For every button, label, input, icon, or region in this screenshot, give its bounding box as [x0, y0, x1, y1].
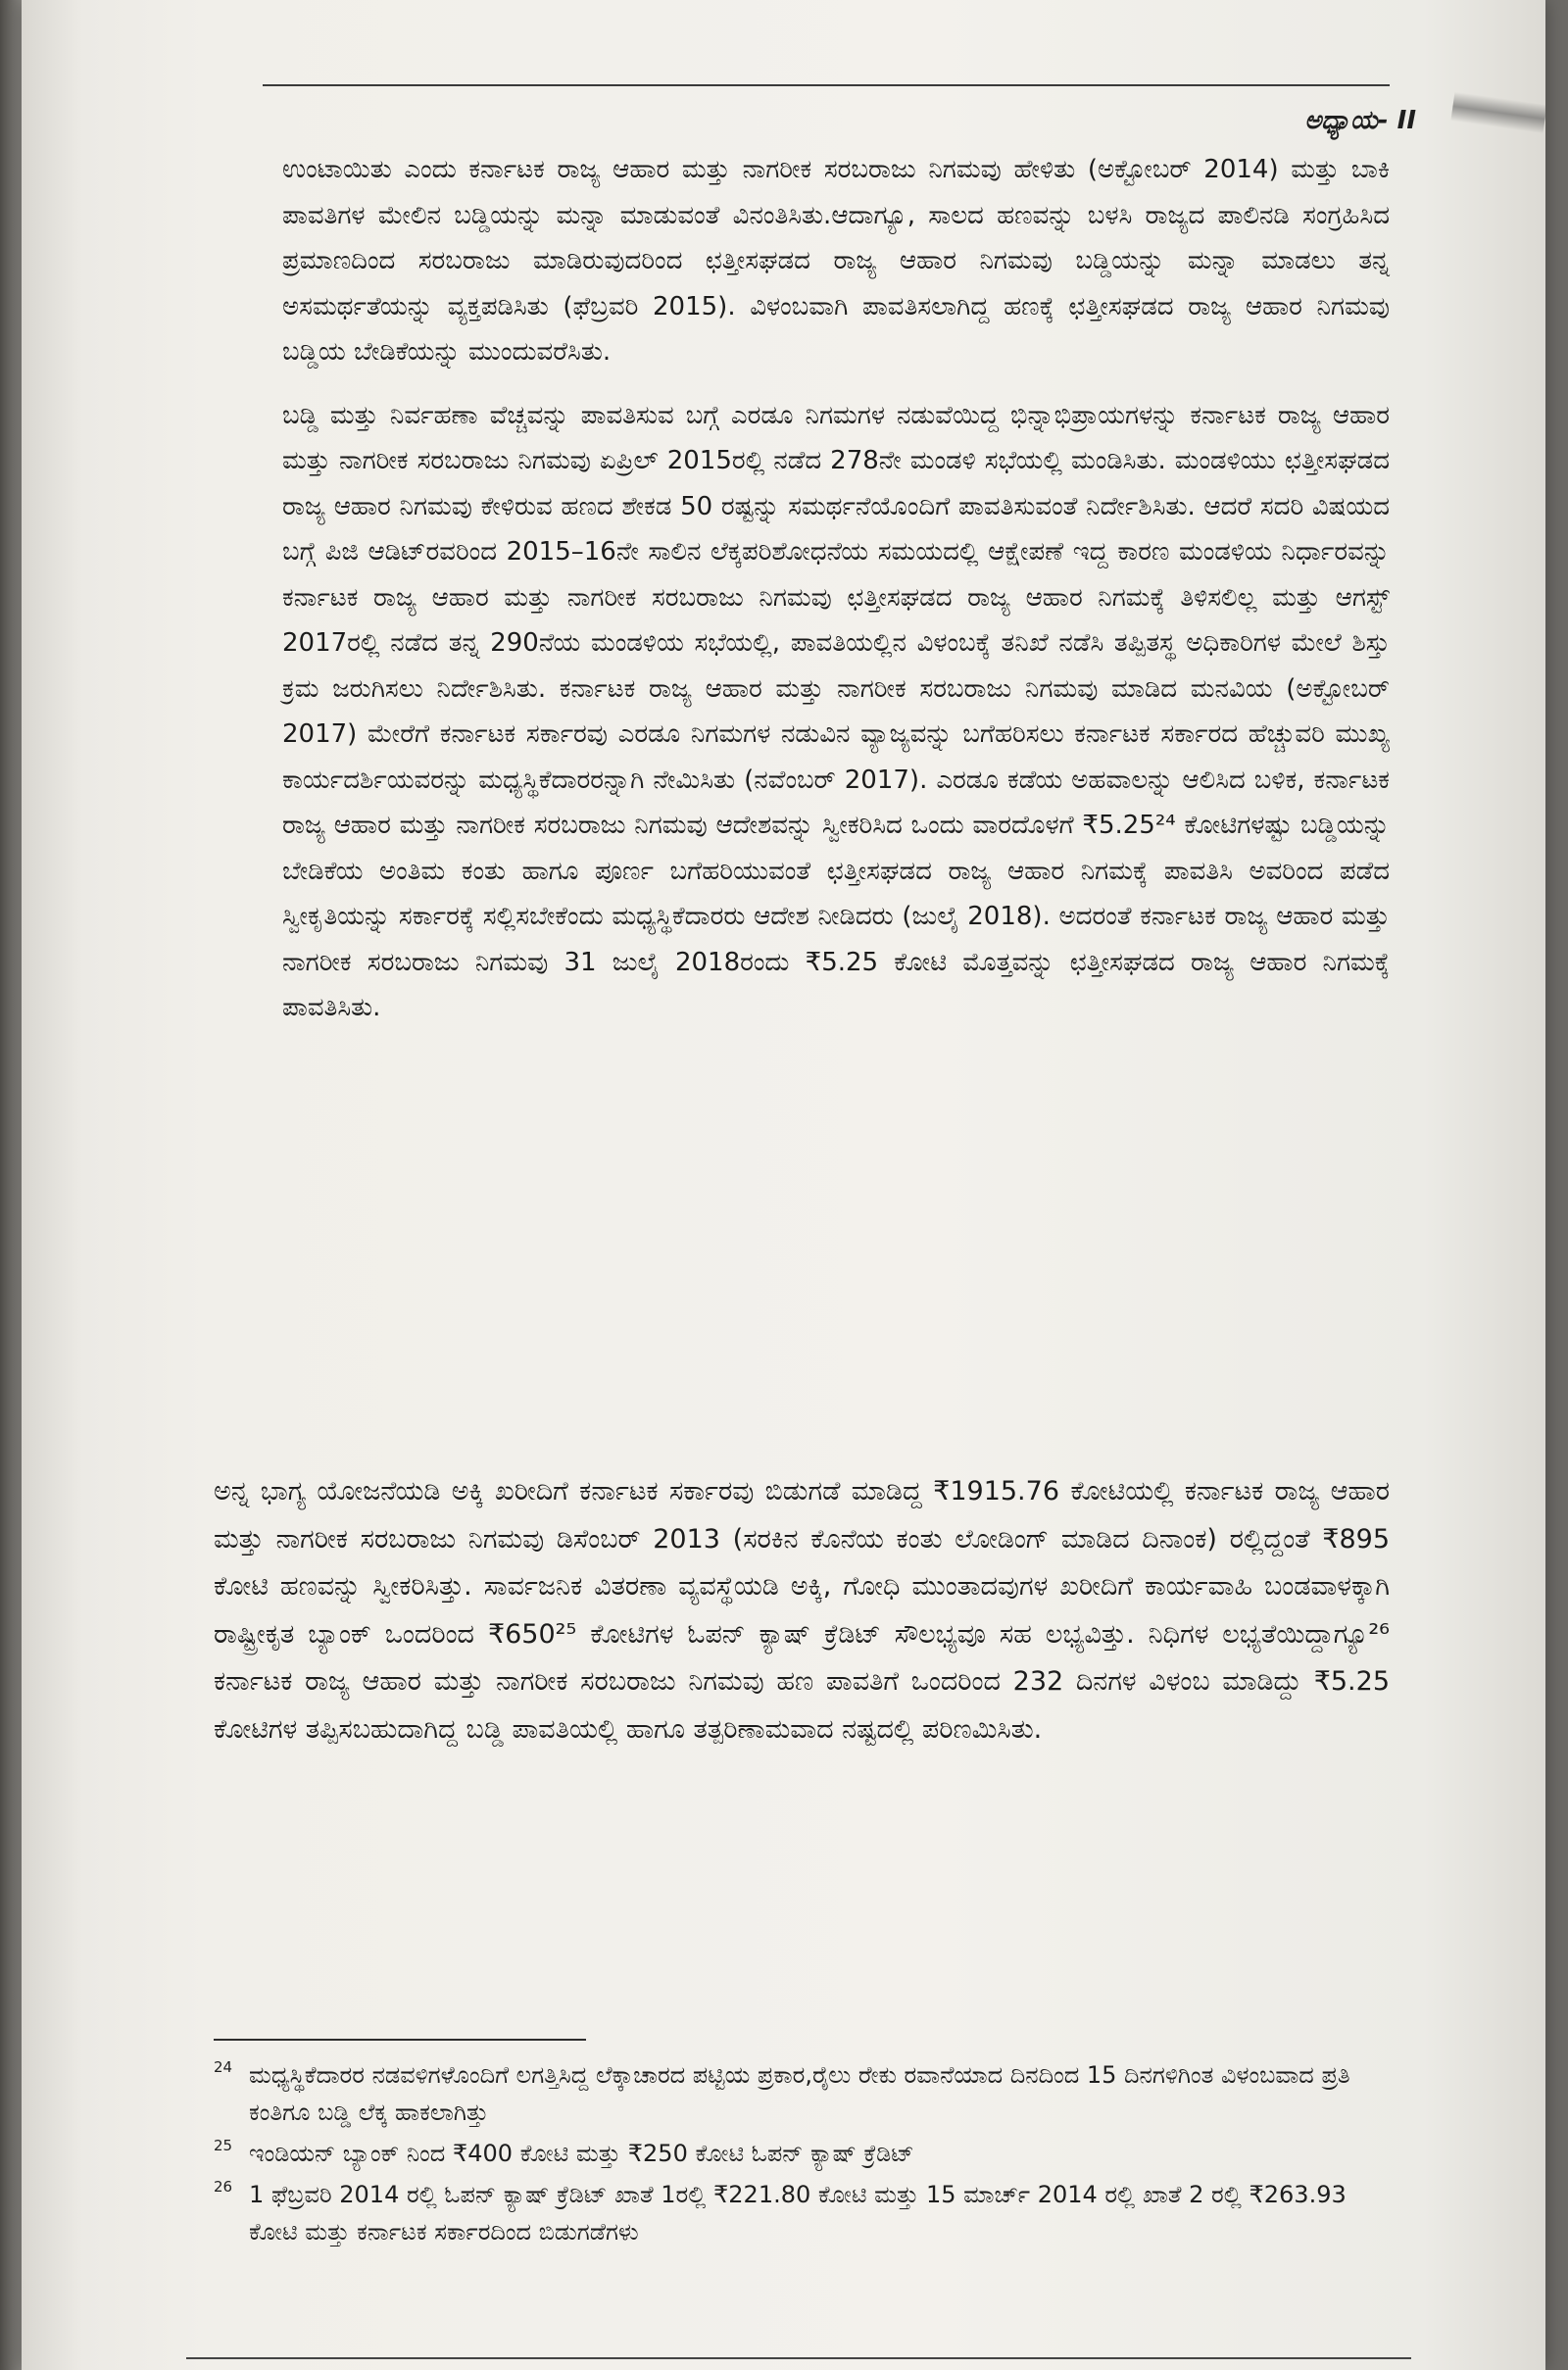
- paragraph-1: ಉಂಟಾಯಿತು ಎಂದು ಕರ್ನಾಟಕ ರಾಜ್ಯ ಆಹಾರ ಮತ್ತು ನಾಗರೀಕ ಸರಬರಾಜು ನಿಗಮವು ಹೇಳಿತು (ಅಕ್ಟೋಬರ್ 2014) ಮತ್ತು ಬಾಕಿ ಪಾವತಿಗಳ ಮೇಲಿನ ಬಡ್ಡಿಯನ್ನು ಮನ್ನಾ ಮಾಡುವಂತೆ ವಿನಂತಿಸಿತು.ಆದಾಗ್ಯೂ, ಸಾಲದ ಹಣವನ್ನು ಬಳಸಿ ರಾಜ್ಯದ ಪಾಲಿನಡಿ ಸಂಗ್ರಹಿಸಿದ ಪ್ರಮಾಣದಿಂದ ಸರಬರಾಜು ಮಾಡಿರುವುದರಿಂದ ಛತ್ತೀಸಘಡದ ರಾಜ್ಯ ಆಹಾರ ನಿಗಮವು ಬಡ್ಡಿಯನ್ನು ಮನ್ನಾ ಮಾಡಲು ತನ್ನ ಅಸಮರ್ಥತೆಯನ್ನು ವ್ಯಕ್ತಪಡಿಸಿತು (ಫೆಬ್ರವರಿ 2015). ವಿಳಂಬವಾಗಿ ಪಾವತಿಸಲಾಗಿದ್ದ ಹಣಕ್ಕೆ ಛತ್ತೀಸಘಡದ ರಾಜ್ಯ ಆಹಾರ ನಿಗಮವು ಬಡ್ಡಿಯ ಬೇಡಿಕೆಯನ್ನು ಮುಂದುವರೆಸಿತು.: [282, 155, 1390, 367]
- footnote-24: [214, 2056, 1390, 2131]
- indented-section: [263, 147, 1390, 1049]
- paragraph-3: ಅನ್ನ ಭಾಗ್ಯ ಯೋಜನೆಯಡಿ ಅಕ್ಕಿ ಖರೀದಿಗೆ ಕರ್ನಾಟಕ ಸರ್ಕಾರವು ಬಿಡುಗಡೆ ಮಾಡಿದ್ದ ₹1915.76 ಕೋಟಿಯಲ್ಲಿ ಕರ್ನಾಟಕ ರಾಜ್ಯ ಆಹಾರ ಮತ್ತು ನಾಗರೀಕ ಸರಬರಾಜು ನಿಗಮವು ಡಿಸೆಂಬರ್ 2013 (ಸರಕಿನ ಕೊನೆಯ ಕಂತು ಲೋಡಿಂಗ್ ಮಾಡಿದ ದಿನಾಂಕ) ರಲ್ಲಿದ್ದಂತೆ ₹895 ಕೋಟಿ ಹಣವನ್ನು ಸ್ವೀಕರಿಸಿತ್ತು. ಸಾರ್ವಜನಿಕ ವಿತರಣಾ ವ್ಯವಸ್ಥೆಯಡಿ ಅಕ್ಕಿ, ಗೋಧಿ ಮುಂತಾದವುಗಳ ಖರೀದಿಗೆ ಕಾರ್ಯವಾಹಿ ಬಂಡವಾಳಕ್ಕಾಗಿ ರಾಷ್ಟ್ರೀಕೃತ ಬ್ಯಾಂಕ್ ಒಂದರಿಂದ ₹650²⁵ ಕೋಟಿಗಳ ಓಪನ್ ಕ್ಯಾಷ್ ಕ್ರೆಡಿಟ್ ಸೌಲಭ್ಯವೂ ಸಹ ಲಭ್ಯವಿತ್ತು. ನಿಧಿಗಳ ಲಭ್ಯತೆಯಿದ್ದಾಗ್ಯೂ²⁶ ಕರ್ನಾಟಕ ರಾಜ್ಯ ಆಹಾರ ಮತ್ತು ನಾಗರೀಕ ಸರಬರಾಜು ನಿಗಮವು ಹಣ ಪಾವತಿಗೆ ಒಂದರಿಂದ 232 ದಿನಗಳ ವಿಳಂಬ ಮಾಡಿದ್ದು ₹5.25 ಕೋಟಿಗಳ ತಪ್ಪಿಸಬಹುದಾಗಿದ್ದ ಬಡ್ಡಿ ಪಾವತಿಯಲ್ಲಿ ಹಾಗೂ ತತ್ಪರಿಣಾಮವಾದ ನಷ್ಟದಲ್ಲಿ ಪರಿಣಮಿಸಿತು.: [214, 1476, 1390, 1745]
- footnote-rule: [214, 2039, 586, 2041]
- footnote-text: 1 ಫೆಬ್ರವರಿ 2014 ರಲ್ಲಿ ಓಪನ್ ಕ್ಯಾಷ್ ಕ್ರೆಡಿಟ್ ಖಾತೆ 1ರಲ್ಲಿ ₹221.80 ಕೋಟಿ ಮತ್ತು 15 ಮಾರ್ಚ್ 2014 ರಲ್ಲಿ ಖಾತೆ 2 ರಲ್ಲಿ ₹263.93 ಕೋಟಿ ಮತ್ತು ಕರ್ನಾಟಕ ಸರ್ಕಾರದಿಂದ ಬಿಡುಗಡೆಗಳು: [249, 2181, 1347, 2246]
- footnote-number: 25: [214, 2137, 233, 2154]
- book-gutter: [0, 0, 22, 2370]
- footnotes: [214, 2056, 1390, 2254]
- page-curl-shadow: [1450, 92, 1545, 134]
- footnote-number: 24: [214, 2058, 233, 2076]
- header-rule: [263, 84, 1390, 86]
- footnote-26: [214, 2176, 1390, 2250]
- footnote-25: [214, 2135, 1390, 2172]
- footnote-number: 26: [214, 2178, 233, 2196]
- bottom-rule: [186, 2357, 1411, 2359]
- main-paragraph-section: [214, 1468, 1390, 1753]
- running-head: ಅಧ್ಯಾಯ- II: [1304, 106, 1416, 135]
- paragraph-2: ಬಡ್ಡಿ ಮತ್ತು ನಿರ್ವಹಣಾ ವೆಚ್ಚವನ್ನು ಪಾವತಿಸುವ ಬಗ್ಗೆ ಎರಡೂ ನಿಗಮಗಳ ನಡುವೆಯಿದ್ದ ಭಿನ್ನಾಭಿಪ್ರಾಯಗಳನ್ನು ಕರ್ನಾಟಕ ರಾಜ್ಯ ಆಹಾರ ಮತ್ತು ನಾಗರೀಕ ಸರಬರಾಜು ನಿಗಮವು ಏಪ್ರಿಲ್ 2015ರಲ್ಲಿ ನಡೆದ 278ನೇ ಮಂಡಳಿ ಸಭೆಯಲ್ಲಿ ಮಂಡಿಸಿತು. ಮಂಡಳಿಯು ಛತ್ತೀಸಘಡದ ರಾಜ್ಯ ಆಹಾರ ನಿಗಮವು ಕೇಳಿರುವ ಹಣದ ಶೇಕಡ 50 ರಷ್ಟನ್ನು ಸಮರ್ಥನೆಯೊಂದಿಗೆ ಪಾವತಿಸುವಂತೆ ನಿರ್ದೇಶಿಸಿತು. ಆದರೆ ಸದರಿ ವಿಷಯದ ಬಗ್ಗೆ ಪಿಜಿ ಆಡಿಟ್‌ರವರಿಂದ 2015–16ನೇ ಸಾಲಿನ ಲೆಕ್ಕಪರಿಶೋಧನೆಯ ಸಮಯದಲ್ಲಿ ಆಕ್ಷೇಪಣೆ ಇದ್ದ ಕಾರಣ ಮಂಡಳಿಯ ನಿರ್ಧಾರವನ್ನು ಕರ್ನಾಟಕ ರಾಜ್ಯ ಆಹಾರ ಮತ್ತು ನಾಗರೀಕ ಸರಬರಾಜು ನಿಗಮವು ಛತ್ತೀಸಘಡದ ರಾಜ್ಯ ಆಹಾರ ನಿಗಮಕ್ಕೆ ತಿಳಿಸಲಿಲ್ಲ ಮತ್ತು ಆಗಸ್ಟ್ 2017ರಲ್ಲಿ ನಡೆದ ತನ್ನ 290ನೆಯ ಮಂಡಳಿಯ ಸಭೆಯಲ್ಲಿ, ಪಾವತಿಯಲ್ಲಿನ ವಿಳಂಬಕ್ಕೆ ತನಿಖೆ ನಡೆಸಿ ತಪ್ಪಿತಸ್ಥ ಅಧಿಕಾರಿಗಳ ಮೇಲೆ ಶಿಸ್ತು ಕ್ರಮ ಜರುಗಿಸಲು ನಿರ್ದೇಶಿಸಿತು. ಕರ್ನಾಟಕ ರಾಜ್ಯ ಆಹಾರ ಮತ್ತು ನಾಗರೀಕ ಸರಬರಾಜು ನಿಗಮವು ಮಾಡಿದ ಮನವಿಯ (ಅಕ್ಟೋಬರ್ 2017) ಮೇರೆಗೆ ಕರ್ನಾಟಕ ಸರ್ಕಾರವು ಎರಡೂ ನಿಗಮಗಳ ನಡುವಿನ ವ್ಯಾಜ್ಯವನ್ನು ಬಗೆಹರಿಸಲು ಕರ್ನಾಟಕ ಸರ್ಕಾರದ ಹೆಚ್ಚುವರಿ ಮುಖ್ಯ ಕಾರ್ಯದರ್ಶಿಯವರನ್ನು ಮಧ್ಯಸ್ಥಿಕೆದಾರರನ್ನಾಗಿ ನೇಮಿಸಿತು (ನವೆಂಬರ್ 2017). ಎರಡೂ ಕಡೆಯ ಅಹವಾಲನ್ನು ಆಲಿಸಿದ ಬಳಿಕ, ಕರ್ನಾಟಕ ರಾಜ್ಯ ಆಹಾರ ಮತ್ತು ನಾಗರೀಕ ಸರಬರಾಜು ನಿಗಮವು ಆದೇಶವನ್ನು ಸ್ವೀಕರಿಸಿದ ಒಂದು ವಾರದೊಳಗೆ ₹5.25²⁴ ಕೋಟಿಗಳಷ್ಟು ಬಡ್ಡಿಯನ್ನು ಬೇಡಿಕೆಯ ಅಂತಿಮ ಕಂತು ಹಾಗೂ ಪೂರ್ಣ ಬಗೆಹರಿಯುವಂತೆ ಛತ್ತೀಸಘಡದ ರಾಜ್ಯ ಆಹಾರ ನಿಗಮಕ್ಕೆ ಪಾವತಿಸಿ ಅವರಿಂದ ಪಡೆದ ಸ್ವೀಕೃತಿಯನ್ನು ಸರ್ಕಾರಕ್ಕೆ ಸಲ್ಲಿಸಬೇಕೆಂದು ಮಧ್ಯಸ್ಥಿಕೆದಾರರು ಆದೇಶ ನೀಡಿದರು (ಜುಲೈ 2018). ಅದರಂತೆ ಕರ್ನಾಟಕ ರಾಜ್ಯ ಆಹಾರ ಮತ್ತು ನಾಗರೀಕ ಸರಬರಾಜು ನಿಗಮವು 31 ಜುಲೈ 2018ರಂದು ₹5.25 ಕೋಟಿ ಮೊತ್ತವನ್ನು ಛತ್ತೀಸಘಡದ ರಾಜ್ಯ ಆಹಾರ ನಿಗಮಕ್ಕೆ ಪಾವತಿಸಿತು.: [282, 400, 1390, 1022]
- footnote-text: ಇಂಡಿಯನ್ ಬ್ಯಾಂಕ್ ನಿಂದ ₹400 ಕೋಟಿ ಮತ್ತು ₹250 ಕೋಟಿ ಓಪನ್ ಕ್ಯಾಷ್ ಕ್ರೆಡಿಟ್: [249, 2140, 914, 2167]
- footnote-text: ಮಧ್ಯಸ್ಥಿಕೆದಾರರ ನಡವಳಿಗಳೊಂದಿಗೆ ಲಗತ್ತಿಸಿದ್ದ ಲೆಕ್ಕಾಚಾರದ ಪಟ್ಟಿಯ ಪ್ರಕಾರ,ರೈಲು ರೇಕು ರವಾನೆಯಾದ ದಿನದಿಂದ 15 ದಿನಗಳಿಗಿಂತ ವಿಳಂಬವಾದ ಪ್ರತಿ ಕಂತಿಗೂ ಬಡ್ಡಿ ಲೆಕ್ಕ ಹಾಕಲಾಗಿತ್ತು: [249, 2061, 1350, 2126]
